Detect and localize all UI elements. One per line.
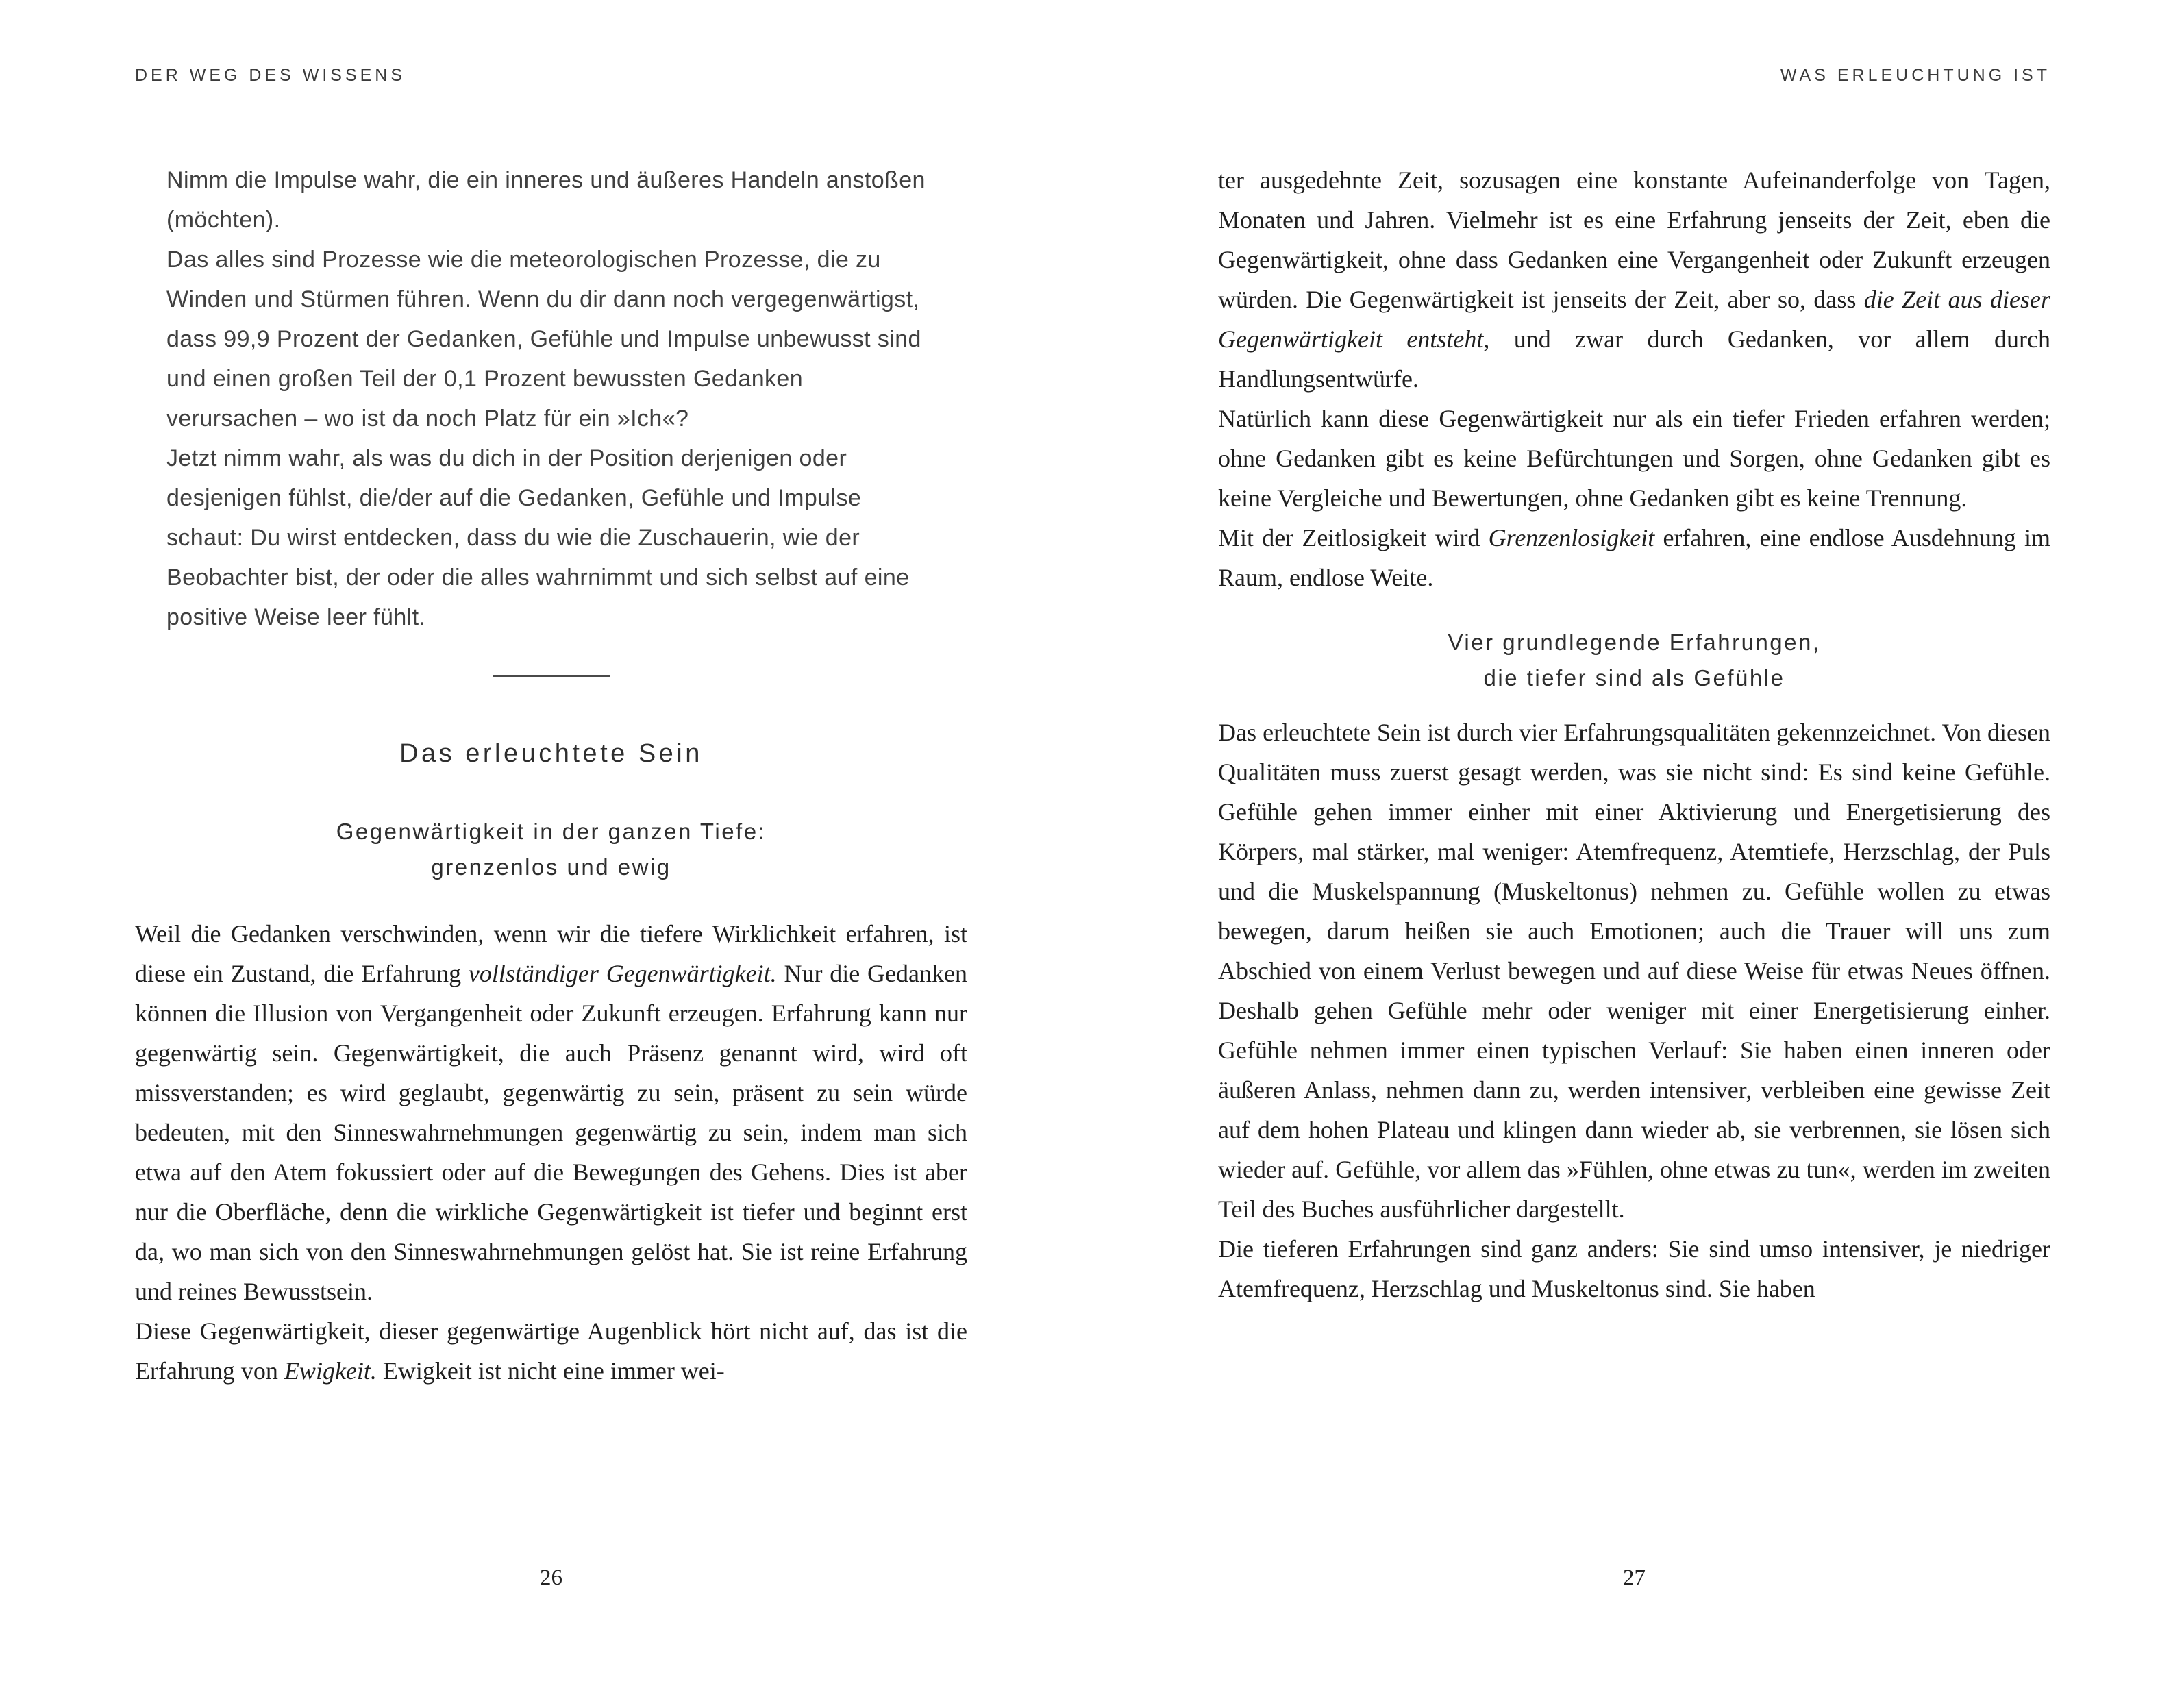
- body-text-right-upper: [1218, 160, 2050, 597]
- text-run: Nur die Gedanken können die Illusion von Vergangenheit oder Zukunft erzeugen. Erfahrung kann nur gegenwärtig sein. Gegenwärtigkeit, die auch Präsenz genannt wird, wird oft missverstanden; es wird geglaubt, gegenwärtig zu sein, präsent zu sein würde bedeuten, mit den Sinneswahrnehmungen gegenwärtig zu sein, indem man sich etwa auf den Atem fokussiert oder auf die Bewegungen des Gehens. Dies ist aber nur die Oberfläche, denn die wirkliche Gegenwärtigkeit ist tiefer und beginnt erst da, wo man sich von den Sinneswahrnehmungen gelöst hat. Sie ist reine Erfahrung und reines Bewusstsein.: [135, 959, 967, 1305]
- section-heading: Das erleuchtete Sein: [399, 739, 703, 768]
- text-run: Jetzt nimm wahr, als was du dich in der Position derjenigen oder desjenigen fühlst, die/der auf die Gedanken, Gefühle und Impulse schaut: Du wirst entdecken, dass du wie die Zuschauerin, wie der Beobachter bist, der oder die alles wahrnimmt und sich selbst auf eine positive Weise leer fühlt.: [166, 445, 910, 630]
- section-divider: [493, 675, 610, 677]
- text-run: Nimm die Impulse wahr, die ein inneres und äußeres Handeln anstoßen (möchten).: [166, 167, 926, 233]
- text-run: Das erleuchtete Sein ist durch vier Erfahrungsqualitäten gekennzeichnet. Von diesen Qualitäten muss zuerst gesagt werden, was sie nicht sind: Es sind keine Gefühle. Gefühle gehen immer einher mit einer Aktivierung und Energetisierung des Körpers, mal stärker, mal weniger: Atemfrequenz, Atemtiefe, Herzschlag, der Puls und die Muskelspannung (Muskeltonus) nehmen zu. Gefühle wollen zu etwas bewegen, darum heißen sie auch Emotionen; auch die Trauer will uns zum Abschied von einem Verlust bewegen und auf diese Weise für etwas Neues öffnen. Deshalb gehen Gefühle mehr oder weniger mit einer Energetisierung einher. Gefühle nehmen immer einen typischen Verlauf: Sie haben einen inneren oder äußeren Anlass, nehmen dann zu, werden intensiver, verbleiben eine gewisse Zeit auf dem hohen Plateau und klingen dann wieder ab, sie verbrennen, sie lösen sich wieder auf. Gefühle, vor allem das »Fühlen, ohne etwas zu tun«, werden im zweiten Teil des Buches ausführlicher dargestellt.: [1218, 719, 2050, 1223]
- mid-heading-line-2: die tiefer sind als Gefühle: [1483, 665, 1785, 691]
- paragraph: [166, 438, 926, 637]
- text-run: Die tieferen Erfahrungen sind ganz anders: Sie sind umso intensiver, je niedriger Atemfrequenz, Herzschlag und Muskeltonus sind. Sie haben: [1218, 1235, 2050, 1302]
- italic-text-run: Grenzenlosigkeit: [1488, 524, 1655, 551]
- text-run: Das alles sind Prozesse wie die meteorologischen Prozesse, die zu Winden und Stürmen führen. Wenn du dir dann noch vergegenwärtigst, dass 99,9 Prozent der Gedanken, Gefühle und Impulse unbewusst sind und einen großen Teil der 0,1 Prozent bewussten Gedanken verursachen – wo ist da noch Platz für ein »Ich«?: [166, 247, 921, 432]
- text-run: erfahren, eine endlose Ausdehnung im Raum, endlose Weite.: [1218, 524, 2050, 591]
- text-run: und zwar durch Gedanken, vor allem durch Handlungsentwürfe.: [1218, 325, 2050, 393]
- text-run: Weil die Gedanken verschwinden, wenn wir die tiefere Wirklichkeit erfahren, ist diese ein Zustand, die Erfahrung: [135, 919, 967, 987]
- intro-block: [135, 160, 967, 637]
- mid-heading: [1218, 625, 2050, 696]
- mid-heading-line-1: Vier grundlegende Erfahrungen,: [1448, 630, 1821, 655]
- body-text-right-lower: [1218, 712, 2050, 1309]
- page-number-right: 27: [1623, 1565, 1646, 1590]
- text-run: Ewigkeit ist nicht eine immer wei-: [376, 1356, 725, 1385]
- paragraph: [1218, 712, 2050, 1229]
- italic-text-run: vollständiger Gegenwärtigkeit.: [468, 959, 777, 987]
- italic-text-run: Ewigkeit.: [284, 1356, 377, 1385]
- section-subheading: [135, 814, 967, 885]
- paragraph: [135, 914, 967, 1311]
- paragraph: [1218, 160, 2050, 399]
- italic-text-run: die Zeit aus dieser Gegenwärtigkeit entsteht,: [1218, 286, 2050, 353]
- paragraph: [166, 240, 926, 438]
- running-head-left: DER WEG DES WISSENS: [135, 66, 406, 85]
- body-text-left: [135, 914, 967, 1391]
- paragraph: [1218, 518, 2050, 597]
- text-run: Natürlich kann diese Gegenwärtigkeit nur als ein tiefer Frieden erfahren werden; ohne Gedanken gibt es keine Befürchtungen und Sorgen, ohne Gedanken gibt es keine Vergleiche und Bewertungen, ohne Gedanken gibt es keine Trennung.: [1218, 405, 2050, 512]
- page-number-left: 26: [540, 1565, 562, 1590]
- paragraph: [1218, 399, 2050, 518]
- paragraph: [166, 160, 926, 240]
- paragraph: [135, 1311, 967, 1391]
- text-run: ter ausgedehnte Zeit, sozusagen eine konstante Aufeinanderfolge von Tagen, Monaten und Jahren. Vielmehr ist es eine Erfahrung jenseits der Zeit, eben die Gegenwärtigkeit, ohne dass Gedanken eine Vergangenheit oder Zukunft erzeugen würden. Die Gegenwärtigkeit ist jenseits der Zeit, aber so, dass: [1218, 166, 2050, 313]
- page-right: [1092, 0, 2184, 1699]
- paragraph: [1218, 1229, 2050, 1309]
- running-head-right: WAS ERLEUCHTUNG IST: [1780, 66, 2050, 85]
- subheading-line-1: Gegenwärtigkeit in der ganzen Tiefe:: [336, 818, 767, 844]
- text-run: Diese Gegenwärtigkeit, dieser gegenwärtige Augenblick hört nicht auf, das ist die Erfahrung von: [135, 1317, 967, 1385]
- text-run: Mit der Zeitlosigkeit wird: [1218, 524, 1489, 551]
- subheading-line-2: grenzenlos und ewig: [431, 854, 671, 880]
